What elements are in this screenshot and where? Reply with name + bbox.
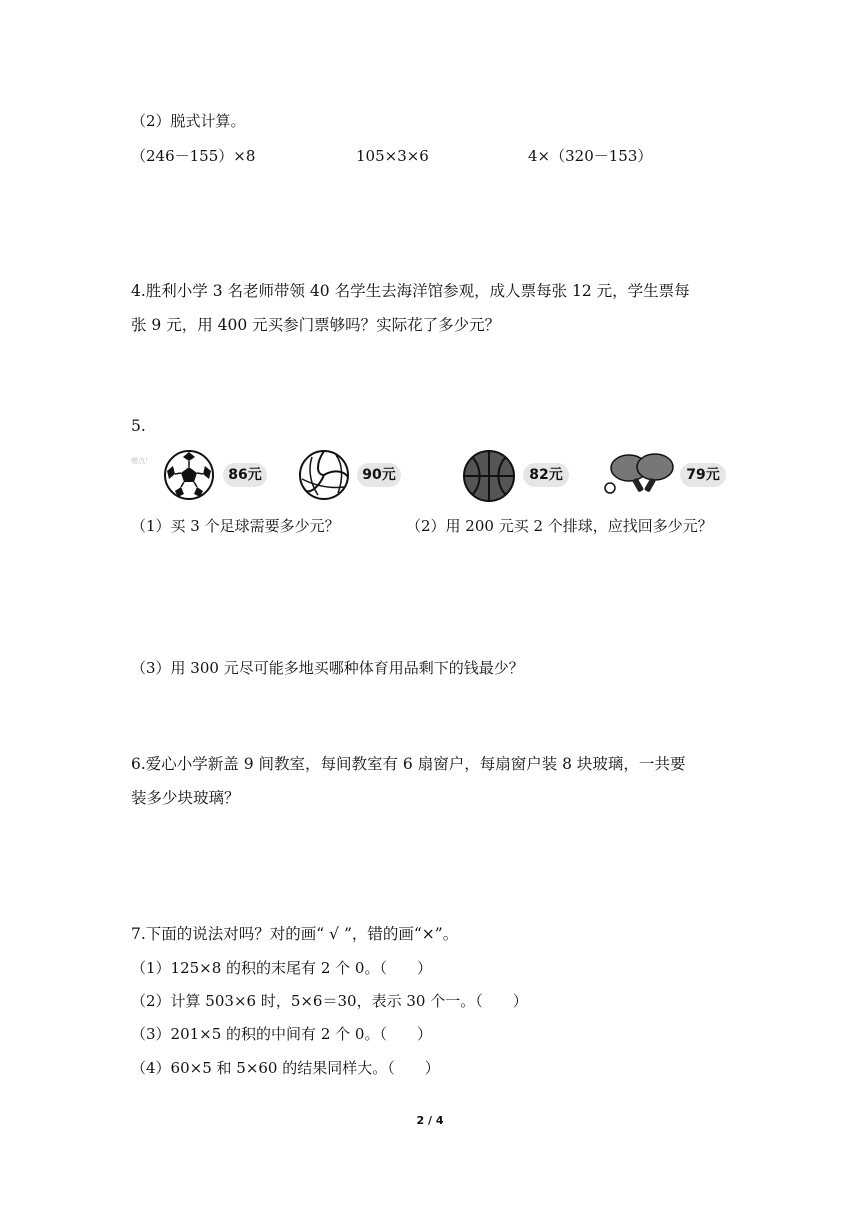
expression-3: 4×（320－153） <box>528 147 653 165</box>
question-4-line-2: 张 9 元，用 400 元买参门票够吗？实际花了多少元？ <box>131 316 501 334</box>
ping-pong-price: 79元 <box>680 463 726 487</box>
question-6-line-2: 装多少块玻璃？ <box>131 789 240 807</box>
volleyball-price: 90元 <box>357 463 401 487</box>
ping-pong-paddles-icon <box>603 452 681 496</box>
question-7-item-4: （4）60×5 和 5×60 的结果同样大。（ ） <box>131 1059 440 1077</box>
basketball-icon <box>462 449 516 503</box>
question-5-sub-2: （2）用 200 元买 2 个排球，应找回多少元？ <box>406 517 713 535</box>
question-7-item-1: （1）125×8 的积的末尾有 2 个 0。（ ） <box>131 959 432 977</box>
expression-1: （246－155）×8 <box>131 147 256 165</box>
question-5-sub-3: （3）用 300 元尽可能多地买哪种体育用品剩下的钱最少？ <box>131 659 524 677</box>
soccer-ball-price: 86元 <box>223 463 267 487</box>
basketball-price: 82元 <box>523 463 569 487</box>
question-5-number: 5. <box>131 417 146 435</box>
page-number: 2 / 4 <box>416 1114 444 1127</box>
question-4-line-1: 4.胜利小学 3 名老师带领 40 名学生去海洋馆参观，成人票每张 12 元，学生票每 <box>131 282 690 300</box>
question-7-item-3: （3）201×5 的积的中间有 2 个 0。（ ） <box>131 1025 432 1043</box>
expression-2: 105×3×6 <box>356 147 429 165</box>
volleyball-icon <box>298 449 350 501</box>
soccer-ball-icon <box>163 449 215 501</box>
stamp-text: 赠点！ <box>131 457 152 465</box>
question-5-sub-1: （1）买 3 个足球需要多少元？ <box>131 517 340 535</box>
question-6-line-1: 6.爱心小学新盖 9 间教室，每间教室有 6 扇窗户，每扇窗户装 8 块玻璃，一共要 <box>131 755 686 773</box>
question-7-heading: 7.下面的说法对吗？对的画“ √ ”，错的画“×”。 <box>131 925 459 943</box>
question-7-item-2: （2）计算 503×6 时，5×6＝30，表示 30 个一。（ ） <box>131 992 528 1010</box>
section-heading: （2）脱式计算。 <box>131 112 246 130</box>
